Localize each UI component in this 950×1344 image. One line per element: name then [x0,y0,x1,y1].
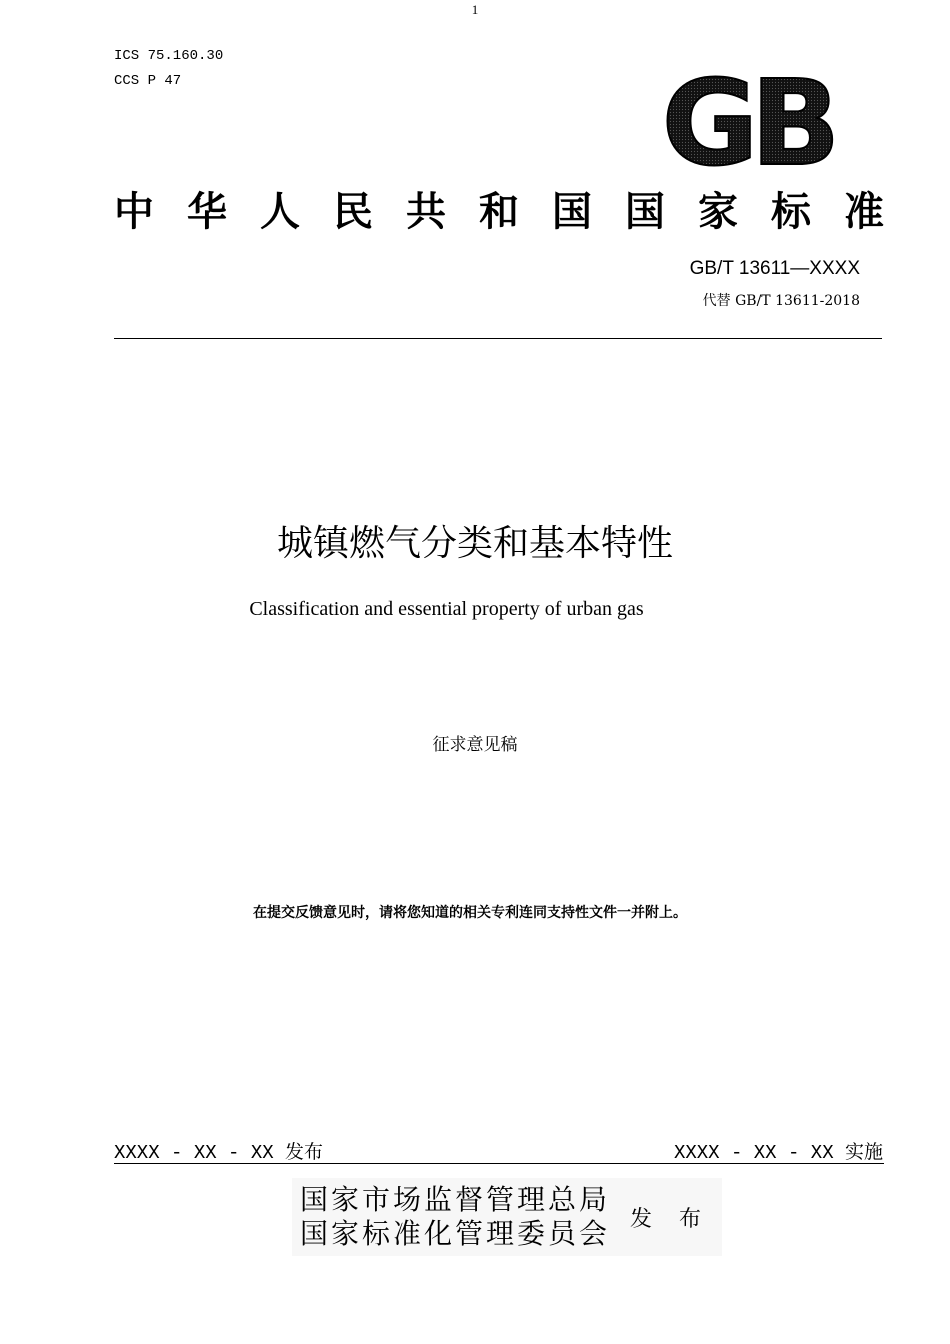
gb-logo [654,72,840,172]
title-char: 人 [260,188,300,235]
page-number: 1 [471,2,479,17]
title-char: 准 [844,188,884,235]
issuer-block [292,1178,722,1256]
patent-notice: 在提交反馈意见时，请将您知道的相关专利连同支持性文件一并附上。 [253,905,687,921]
bottom-divider [114,1163,884,1164]
title-char: 共 [406,188,446,235]
standard-category-title [114,180,884,236]
ccs-code: CCS P 47 [114,73,182,89]
top-divider [114,338,882,339]
implement-date: XXXX - XX - XX 实施 [673,1142,883,1164]
ics-code: ICS 75.160.30 [114,48,224,64]
title-char: 家 [698,188,738,235]
document-title-zh: 城镇燃气分类和基本特性 [276,523,673,564]
gb-logo-text: GB [661,72,833,172]
title-char: 华 [187,188,227,235]
publish-date: XXXX - XX - XX 发布 [114,1142,324,1164]
replaces-standard: 代替 GB/T 13611-2018 [702,293,860,309]
issue-word: 发 布 [630,1206,712,1232]
standard-number: GB/T 13611—XXXX [689,258,860,279]
title-char: 中 [114,188,154,235]
title-char: 国 [552,188,592,235]
issuer-name: 国家标准化管理委员会 [300,1217,611,1250]
title-char: 民 [333,188,373,235]
title-char: 国 [625,188,665,235]
draft-label: 征求意见稿 [432,735,518,755]
title-char: 和 [479,188,519,235]
document-title-en: Classification and essential property of urban gas [249,598,644,620]
title-char: 标 [771,188,811,235]
issuer-list [300,1183,610,1251]
issuer-name: 国家市场监督管理总局 [300,1183,611,1216]
